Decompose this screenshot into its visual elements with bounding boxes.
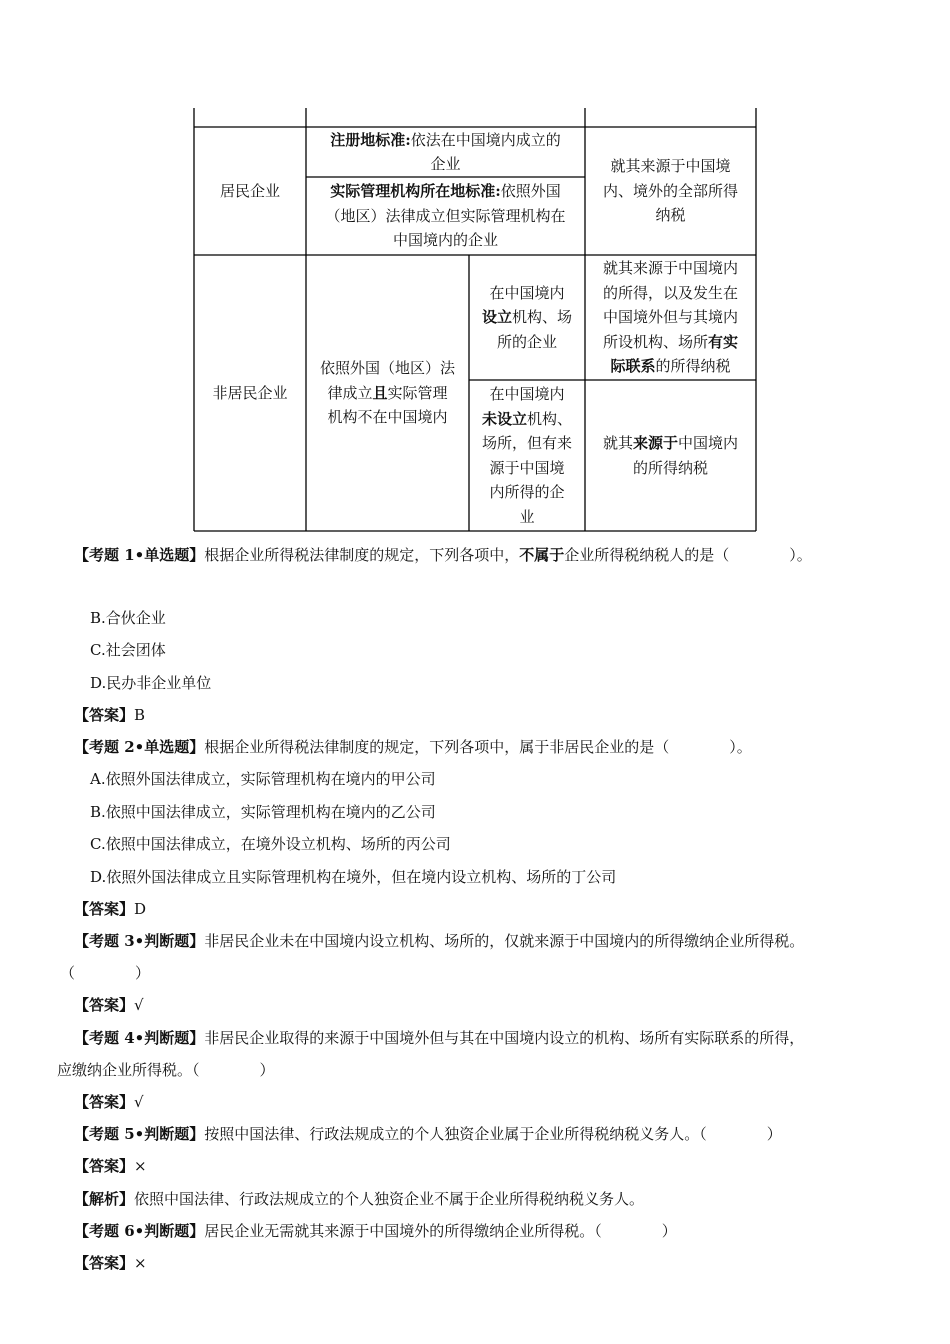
not-established-bold: 未设立 (481, 409, 527, 428)
question-5 (74, 1123, 782, 1145)
question-1 (74, 544, 812, 566)
est-tax-line-5b: 的所得纳税 (655, 357, 731, 376)
noest-tax-line-1b: 来源于 (632, 434, 678, 452)
management-standard-text-3: 中国境内的企业 (392, 231, 498, 250)
question-1-answer (74, 704, 145, 726)
nonresident-def-line-2c: 实际管理 (387, 383, 448, 402)
answer-value: × (134, 1157, 147, 1175)
question-3-text: 非居民企业未在中国境内设立机构、场所的，仅就来源于中国境内的所得缴纳企业所得税。 (204, 932, 805, 950)
explanation-tag: 【解析】 (74, 1190, 135, 1208)
question-2 (74, 736, 752, 758)
question-1-option-d: D.民办非企业单位 (90, 674, 212, 692)
question-2-option-b: B.依照中国法律成立，实际管理机构在境内的乙公司 (90, 803, 436, 821)
question-1-text-b: 企业所得税纳税人的是（ ）。 (564, 546, 812, 564)
est-tax-line-3: 中国境外但与其境内 (602, 308, 738, 327)
not-established-line-6: 业 (519, 507, 535, 526)
question-1-tag: 【考题 1•单选题】 (74, 546, 205, 564)
nonresident-def-line-2b: 且 (372, 383, 388, 402)
question-3 (74, 930, 804, 952)
answer-value: √ (134, 996, 144, 1014)
question-4-text-2: 应缴纳企业所得税。（ ） (57, 1061, 275, 1079)
est-tax-line-5a: 际联系 (610, 357, 656, 376)
nonresident-def-line-2a: 律成立 (327, 383, 373, 402)
question-6 (74, 1220, 677, 1242)
not-established-line-3: 场所，但有来 (481, 434, 572, 452)
question-4-answer (74, 1091, 144, 1113)
question-2-option-c: C.依照中国法律成立，在境外设立机构、场所的丙公司 (90, 835, 451, 853)
answer-value: D (134, 900, 147, 918)
resident-tax-line-1: 就其来源于中国境 (610, 157, 731, 176)
explanation-text: 依照中国法律、行政法规成立的个人独资企业不属于企业所得税纳税义务人。 (134, 1190, 645, 1208)
question-3-tag: 【考题 3•判断题】 (74, 932, 205, 950)
established-bold: 设立 (481, 308, 512, 327)
not-established-line-4: 源于中国境 (489, 458, 565, 477)
est-tax-line-2: 的所得，以及发生在 (602, 283, 738, 302)
question-2-option-d: D.依照外国法律成立且实际管理机构在境外，但在境内设立机构、场所的丁公司 (90, 868, 617, 886)
question-5-explanation (74, 1188, 644, 1210)
question-5-text: 按照中国法律、行政法规成立的个人独资企业属于企业所得税纳税义务人。（ ） (204, 1125, 782, 1143)
registration-standard-cell (306, 127, 585, 177)
resident-label: 居民企业 (219, 181, 280, 200)
nonresident-def-line-1: 依照外国（地区）法 (319, 359, 455, 378)
question-2-text: 根据企业所得税法律制度的规定，下列各项中，属于非居民企业的是（ ）。 (204, 738, 752, 756)
question-5-tag: 【考题 5•判断题】 (74, 1125, 205, 1143)
not-established-cell (469, 380, 585, 531)
question-3-answer (74, 994, 144, 1016)
resident-tax-scope-cell (585, 127, 756, 255)
registration-standard-text-2: 企业 (430, 155, 461, 173)
taxpayer-table (0, 0, 950, 535)
management-standard-cell (306, 177, 585, 255)
noest-tax-line-2: 的所得纳税 (632, 458, 708, 477)
established-cell (469, 255, 585, 380)
nonresident-label-cell (194, 255, 306, 531)
not-established-line-2: 机构、 (527, 409, 573, 428)
answer-tag: 【答案】 (74, 706, 135, 724)
answer-tag: 【答案】 (74, 1093, 135, 1111)
registration-standard-title: 注册地标准: (330, 130, 411, 149)
question-2-answer (74, 898, 146, 920)
question-5-answer (74, 1155, 147, 1177)
established-tax-scope-cell (585, 255, 756, 380)
est-tax-line-4b: 有实 (708, 332, 739, 351)
answer-tag: 【答案】 (74, 1157, 135, 1175)
answer-tag: 【答案】 (74, 996, 135, 1014)
not-established-line-5: 内所得的企 (489, 483, 565, 501)
registration-standard-text: 依法在中国境内成立的 (410, 130, 561, 149)
nonresident-definition-cell (306, 255, 469, 531)
question-1-option-c: C.社会团体 (90, 641, 166, 659)
not-established-tax-scope-cell (585, 380, 756, 531)
resident-tax-line-3: 纳税 (655, 206, 686, 225)
est-tax-line-1: 就其来源于中国境内 (602, 259, 738, 278)
answer-tag: 【答案】 (74, 1254, 135, 1272)
question-6-answer (74, 1252, 147, 1274)
question-4-text: 非居民企业取得的来源于中国境外但与其在中国境内设立的机构、场所有实际联系的所得， (204, 1029, 805, 1047)
not-established-line-1: 在中国境内 (489, 385, 565, 403)
question-4 (74, 1027, 804, 1049)
est-tax-line-4a: 所设机构、场所 (602, 332, 708, 351)
management-standard-title: 实际管理机构所在地标准: (330, 182, 501, 201)
nonresident-def-line-3: 机构不在中国境内 (327, 408, 448, 427)
established-line-1: 在中国境内 (489, 283, 565, 302)
resident-tax-line-2: 内、境外的全部所得 (602, 181, 738, 200)
established-line-3: 所的企业 (496, 332, 557, 351)
question-1-text-bold: 不属于 (519, 546, 565, 564)
answer-value: √ (134, 1093, 144, 1111)
established-line-2: 机构、场 (512, 308, 573, 327)
question-1-option-b: B.合伙企业 (90, 609, 166, 627)
management-standard-text-2: （地区）法律成立但实际管理机构在 (325, 206, 566, 225)
noest-tax-line-1c: 中国境内 (678, 434, 739, 452)
question-4-tag: 【考题 4•判断题】 (74, 1029, 205, 1047)
answer-value: B (134, 706, 146, 724)
question-3-text-2: （ ） (60, 964, 151, 982)
noest-tax-line-1a: 就其 (602, 434, 633, 452)
question-2-option-a: A.依照外国法律成立，实际管理机构在境内的甲公司 (90, 770, 436, 788)
question-6-tag: 【考题 6•判断题】 (74, 1222, 205, 1240)
resident-label-cell (194, 127, 306, 255)
question-6-text: 居民企业无需就其来源于中国境外的所得缴纳企业所得税。（ ） (204, 1222, 677, 1240)
nonresident-label: 非居民企业 (212, 383, 288, 402)
question-2-tag: 【考题 2•单选题】 (74, 738, 205, 756)
answer-value: × (134, 1254, 147, 1272)
management-standard-text: 依照外国 (500, 182, 561, 201)
answer-tag: 【答案】 (74, 900, 135, 918)
question-1-text-a: 根据企业所得税法律制度的规定，下列各项中， (204, 546, 520, 564)
